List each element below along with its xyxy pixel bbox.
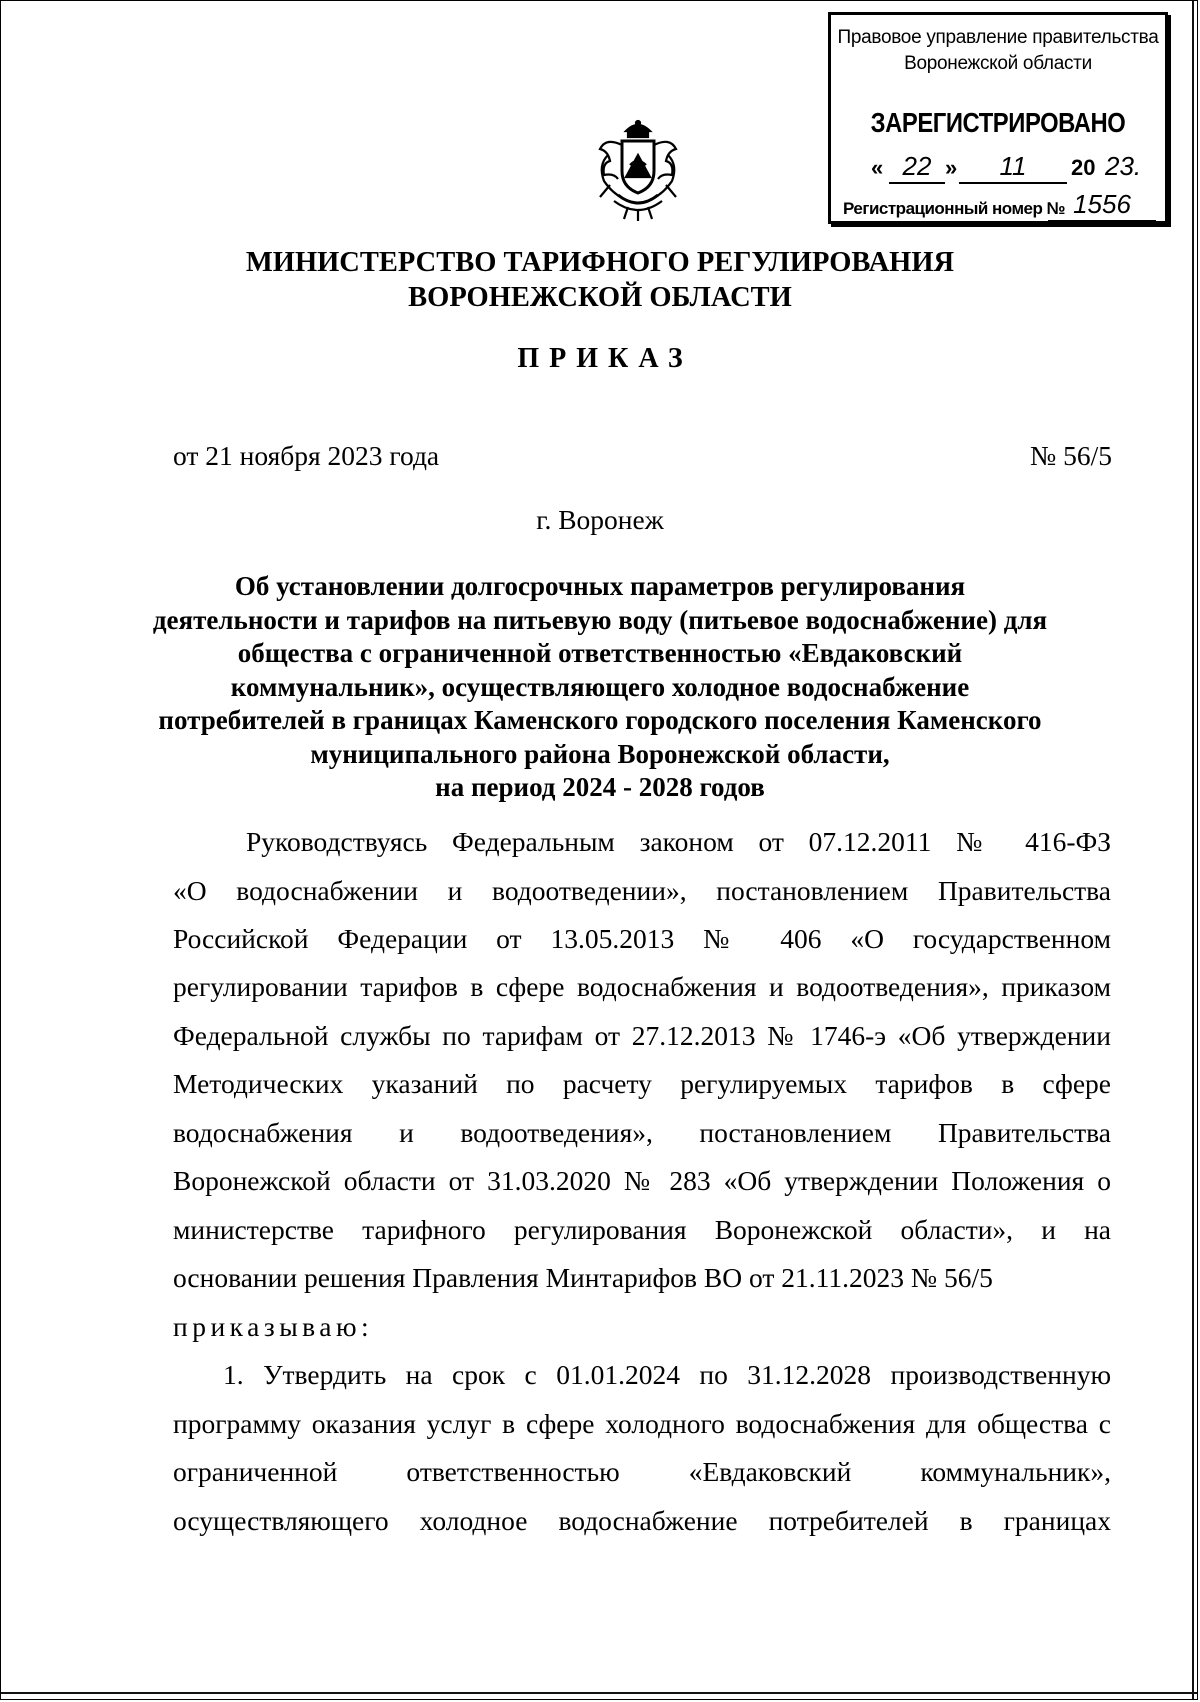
ministry-name-line-2: ВОРОНЕЖСКОЙ ОБЛАСТИ: [408, 282, 792, 313]
order-date: от 21 ноября 2023 года: [173, 440, 440, 471]
preamble-line: «О водоснабжении и водоотведении», постановлением Правительства: [173, 875, 1111, 906]
item-1-line: 1. Утвердить на срок с 01.01.2024 по 31.12.2028 производственную: [223, 1359, 1111, 1390]
subject-line: деятельности и тарифов на питьевую воду (питьевое водоснабжение) для: [152, 604, 1048, 635]
preamble-line: Методических указаний по расчету регулируемых тарифов в сфере: [173, 1068, 1111, 1099]
stamp-day: 22: [889, 151, 945, 184]
registration-stamp: [828, 12, 1168, 224]
preamble-line: основании решения Правления Минтарифов ВО от 21.11.2023 № 56/5: [173, 1262, 993, 1293]
preamble-line: Российской Федерации от 13.05.2013 № 406 «О государственном: [173, 923, 1111, 954]
coat-of-arms-icon: [588, 115, 688, 223]
subject-line: Об установлении долгосрочных параметров регулирования: [234, 571, 966, 601]
stamp-quote-open: «: [871, 155, 884, 180]
item-1-line: осуществляющего холодное водоснабжение потребителей в границах: [173, 1505, 1111, 1536]
order-number: № 56/5: [1029, 440, 1112, 471]
ministry-name-line-1: МИНИСТЕРСТВО ТАРИФНОГО РЕГУЛИРОВАНИЯ: [245, 247, 955, 278]
order-subject: [0, 570, 1200, 805]
item-1-line: ограниченной ответственностью «Евдаковский коммунальник»,: [173, 1456, 1111, 1487]
subject-line: коммунальник», осуществляющего холодное водоснабжение: [230, 671, 970, 702]
preamble-line: регулировании тарифов в сфере водоснабжения и водоотведения», приказом: [173, 971, 1111, 1002]
subject-line: муниципального района Воронежской области,: [310, 738, 890, 769]
stamp-year-suffix: 23.: [1105, 151, 1142, 181]
preamble-line: водоснабжения и водоотведения», постановлением Правительства: [173, 1117, 1111, 1148]
preamble-line: Воронежской области от 31.03.2020 № 283 «Об утверждении Положения о: [173, 1165, 1111, 1196]
stamp-reg-number: [843, 189, 1159, 221]
stamp-reg-number-value: 1556: [1048, 189, 1156, 222]
stamp-org-line-2: Воронежской области: [904, 53, 1092, 74]
preamble-line: министерстве тарифного регулирования Воронежской области», и на: [173, 1214, 1111, 1245]
stamp-quote-close: »: [945, 155, 958, 180]
stamp-organization: [831, 25, 1165, 77]
item-1-line: программу оказания услуг в сфере холодного водоснабжения для общества с: [173, 1408, 1111, 1439]
stamp-status: ЗАРЕГИСТРИРОВАНО: [870, 107, 1126, 138]
subject-line: общества с ограниченной ответственностью «Евдаковский: [237, 638, 963, 668]
stamp-month: 11: [959, 151, 1067, 184]
stamp-date: [871, 151, 1161, 185]
subject-line: на период 2024 - 2028 годов: [435, 772, 765, 802]
stamp-reg-number-label: Регистрационный номер №: [843, 199, 1066, 218]
stamp-year-prefix: 20: [1071, 155, 1096, 180]
preamble-line: Руководствуясь Федеральным законом от 07.12.2011 № 416-ФЗ: [246, 826, 1111, 857]
order-city: г. Воронеж: [536, 504, 664, 535]
preamble-line: Федеральной службы по тарифам от 27.12.2013 № 1746-э «Об утверждении: [173, 1020, 1111, 1051]
order-word: приказываю:: [173, 1311, 374, 1342]
document-type: ПРИКАЗ: [517, 343, 693, 374]
stamp-org-line-1: Правовое управление правительства: [837, 27, 1159, 48]
subject-line: потребителей в границах Каменского городского поселения Каменского: [158, 705, 1042, 735]
